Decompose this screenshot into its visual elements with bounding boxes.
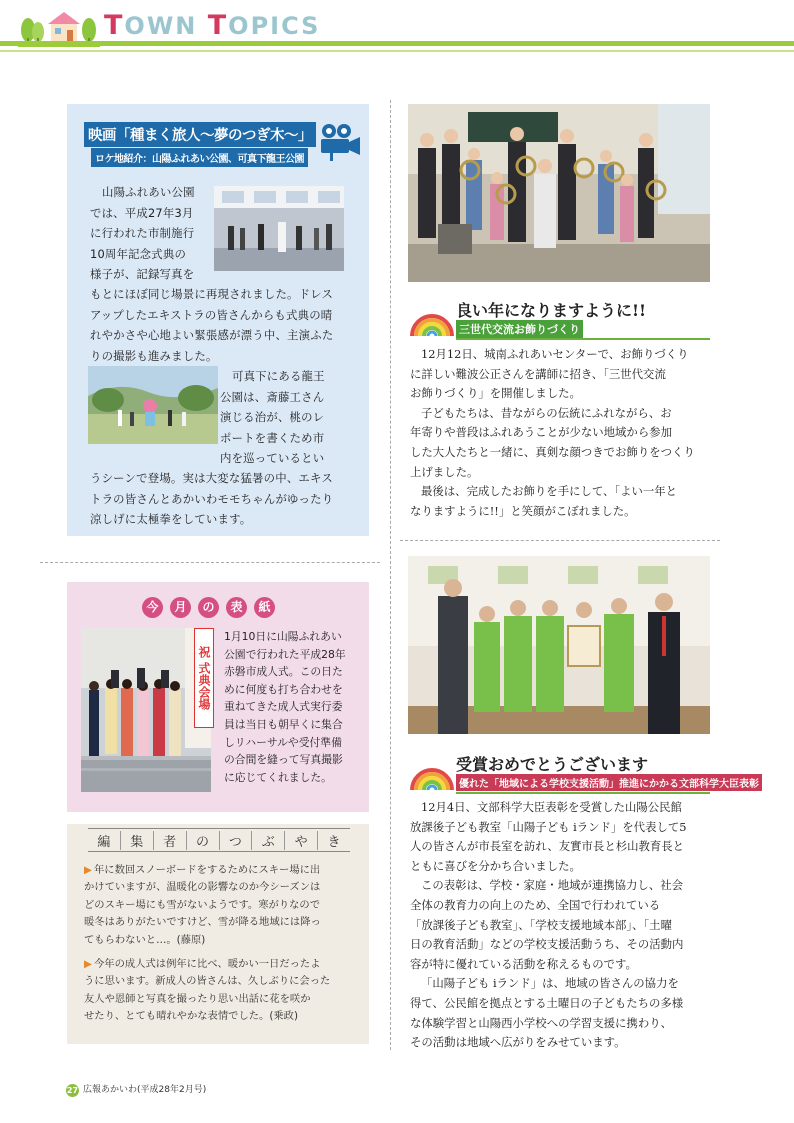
text-line: 赤磐市成人式。この日た — [224, 665, 343, 679]
text-line: に応じてくれました。 — [224, 770, 332, 784]
movie-paragraph-2-head — [220, 366, 360, 469]
text-line: 1月10日に山陽ふれあい — [224, 630, 342, 643]
movie-paragraph-2-body — [90, 468, 358, 530]
text-line: 内を巡っているとい — [220, 451, 325, 465]
text-line: 友人や恩師と写真を撮ったり思い出話に花を咲か — [84, 992, 311, 1005]
editors-notes-title — [88, 828, 350, 852]
text-line — [84, 862, 364, 879]
text-line: 10周年記念式典の — [90, 246, 187, 261]
header-rule-thin — [0, 50, 794, 52]
text-line: 様子が、記録写真を — [90, 267, 195, 281]
cover-description — [224, 628, 364, 786]
movie-title: 映画「種まく旅人～夢のつぎ木～」 — [84, 122, 316, 147]
text-line: めに何度も打ち合わせを — [224, 682, 343, 696]
park-tai-chi-photo — [88, 366, 218, 444]
title-char: き — [317, 831, 350, 850]
text-line: りの撮影も進みました。 — [90, 348, 218, 363]
article2-subtitle: 優れた「地域による学校支援活動」推進にかかる文部科学大臣表彰 — [456, 774, 762, 791]
text-line: この表彰は、学校・家庭・地域が連携協力し、社会 — [421, 878, 683, 893]
triangle-bullet-icon: ▶ — [84, 958, 92, 970]
cover-heading-char: 表 — [226, 597, 247, 618]
cover-heading-char: 紙 — [254, 597, 275, 618]
rainbow-icon — [410, 296, 454, 338]
text-line: 員は当日も朝早くに集合 — [224, 717, 343, 731]
text-segment: 今年の成人式は例年に比べ、暖かい一日だったよ — [94, 958, 321, 970]
text-line: 公園で行われた平成28年 — [224, 647, 346, 661]
movie-subtitle: ロケ地紹介：山陽ふれあい公園、可真下龍王公園 — [91, 148, 308, 167]
publication-name: 広報あかいわ(平成28年2月号) — [83, 1085, 207, 1095]
text-line: 放課後子ども教室「山陽子ども iランド」を代表して5 — [410, 819, 687, 834]
text-line: 12月4日、文部科学大臣表彰を受賞した山陽公民館 — [421, 800, 682, 814]
text-line: 山陽ふれあい公園 — [102, 185, 195, 199]
text-line: 「山陽子ども iランド」は、地域の皆さんの協力を — [421, 976, 679, 991]
text-line: 可真下にある龍王 — [232, 369, 325, 383]
triangle-bullet-icon: ▶ — [84, 864, 92, 876]
divider — [40, 562, 380, 563]
article2-body — [410, 798, 714, 1053]
text-line: てもらわないと…。(藤原) — [84, 933, 206, 946]
page-number-badge: 27 — [66, 1086, 79, 1095]
title-char: の — [186, 831, 219, 850]
text-line: 12月12日、城南ふれあいセンターで、お飾りづくり — [421, 347, 689, 361]
text-line: どのスキー場にも雪がないようです。寒がりなので — [84, 898, 321, 911]
article1-body — [410, 345, 714, 521]
title-char: や — [284, 831, 317, 850]
text-line: 重ねてきた成人式実行委 — [224, 700, 343, 714]
text-line: 子どもたちは、昔ながらの伝統にふれながら、お — [421, 405, 672, 420]
coming-of-age-ceremony-photo — [81, 628, 211, 792]
movie-camera-icon — [318, 122, 362, 162]
text-line: うに思います。新成人の皆さんは、久しぶりに会った — [84, 975, 331, 988]
text-line: ともに喜びを分かち合いました。 — [410, 858, 581, 873]
article1-title: 良い年になりますように!! — [456, 301, 647, 320]
text-line: 得て、公民館を拠点とする土曜日の子どもたちの多様 — [410, 995, 684, 1010]
text-line: かけていますが、温暖化の影響なのか今シーズンは — [84, 881, 321, 894]
column-divider — [390, 100, 391, 1050]
divider — [400, 540, 720, 541]
text-line: せたり、とても晴れやかな表情でした。(乗政) — [84, 1010, 298, 1023]
editors-note-1 — [84, 862, 364, 949]
text-line: 涼しげに太極拳をしています。 — [90, 512, 252, 526]
text-line: もとにほぼ同じ場景に再現されました。ドレス — [90, 287, 334, 301]
editors-note-2 — [84, 956, 364, 1026]
title-char: ぶ — [251, 831, 284, 850]
text-line: 暖冬はありがたいですけど、雪が降る地域には降っ — [84, 916, 321, 929]
text-line: に詳しい難波公正さんを講師に招き、「三世代交流 — [410, 366, 666, 381]
header-rule — [0, 41, 794, 46]
movie-paragraph-1-body — [90, 284, 358, 366]
text-line: の合間を縫って写真撮影 — [224, 753, 343, 767]
new-year-decoration-group-photo — [408, 104, 710, 282]
title-char: 集 — [120, 831, 153, 850]
text-segment: 年に数回スノーボードをするためにスキー場に出 — [94, 864, 321, 876]
text-line: しリハーサルや受付準備 — [224, 735, 342, 749]
ceremony-venue-sign: 祝 式典会場 — [194, 628, 214, 728]
text-line: 日の教育活動」などの学校支援活動うち、その活動内 — [410, 937, 684, 952]
cover-heading-char: 月 — [170, 597, 191, 618]
movie-paragraph-1-head — [90, 182, 212, 285]
text-line: お飾りづくり」を開催しました。 — [410, 386, 581, 401]
text-line: 演じる治が、桃のレ — [220, 410, 325, 424]
ceremony-recreation-photo — [214, 186, 344, 271]
text-line: 公園は、斎藤工さん — [220, 389, 325, 404]
text-line: れやかさや心地よい緊張感が漂う中、主演ふた — [90, 328, 334, 342]
text-line: うシーンで登場。実は大変な猛暑の中、エキス — [90, 471, 333, 485]
text-line: 「放課後子ども教室」、「学校支援地域本部」、「土曜 — [410, 917, 672, 932]
title-char: つ — [219, 831, 252, 850]
text-line — [84, 956, 364, 973]
town-topics-title: TOWN TOPICS — [104, 10, 321, 41]
title-char: 者 — [153, 831, 186, 850]
award-presentation-photo — [408, 556, 710, 734]
cover-heading-char: の — [198, 597, 219, 618]
text-line: した大人たちと一緒に、真剣な顔つきでお飾りをつくり — [410, 444, 695, 459]
text-line: 年寄りや普段はふれあうことが少ない地域から参加 — [410, 425, 672, 440]
text-line: トラの皆さんとあかいわモモちゃんがゆったり — [90, 491, 334, 506]
text-line: な体験学習と山陽西小学校への学習支援に携わり、 — [410, 1015, 672, 1030]
article2-title: 受賞おめでとうございます — [456, 755, 649, 774]
text-line: その活動は地域へ広がりをみせています。 — [410, 1035, 626, 1050]
text-line: では、平成27年3月 — [90, 205, 194, 220]
text-line: に行われた市制施行 — [90, 226, 195, 240]
title-char: 編 — [97, 834, 111, 850]
text-line: 全体の教育力の向上のため、全国で行われている — [410, 897, 661, 912]
rainbow-icon — [410, 750, 454, 792]
text-line: 容が特に優れている活動を称えるものです。 — [410, 956, 637, 971]
title-underline — [456, 338, 710, 340]
cover-heading-char: 今 — [142, 597, 163, 618]
text-line: 上げました。 — [410, 464, 479, 479]
text-line: アップしたエキストラの皆さんからも式典の晴 — [90, 307, 333, 322]
text-line: 人の皆さんが市長室を訪れ、友實市長と杉山教育長と — [410, 839, 685, 854]
text-line: なりますように!!」と笑顔がこぼれました。 — [410, 503, 636, 518]
text-line: ポートを書くため市 — [220, 430, 325, 445]
article1-subtitle: 三世代交流お飾りづくり — [456, 320, 583, 338]
title-underline — [456, 792, 710, 794]
text-line: 最後は、完成したお飾りを手にして、「よい一年と — [421, 484, 678, 499]
